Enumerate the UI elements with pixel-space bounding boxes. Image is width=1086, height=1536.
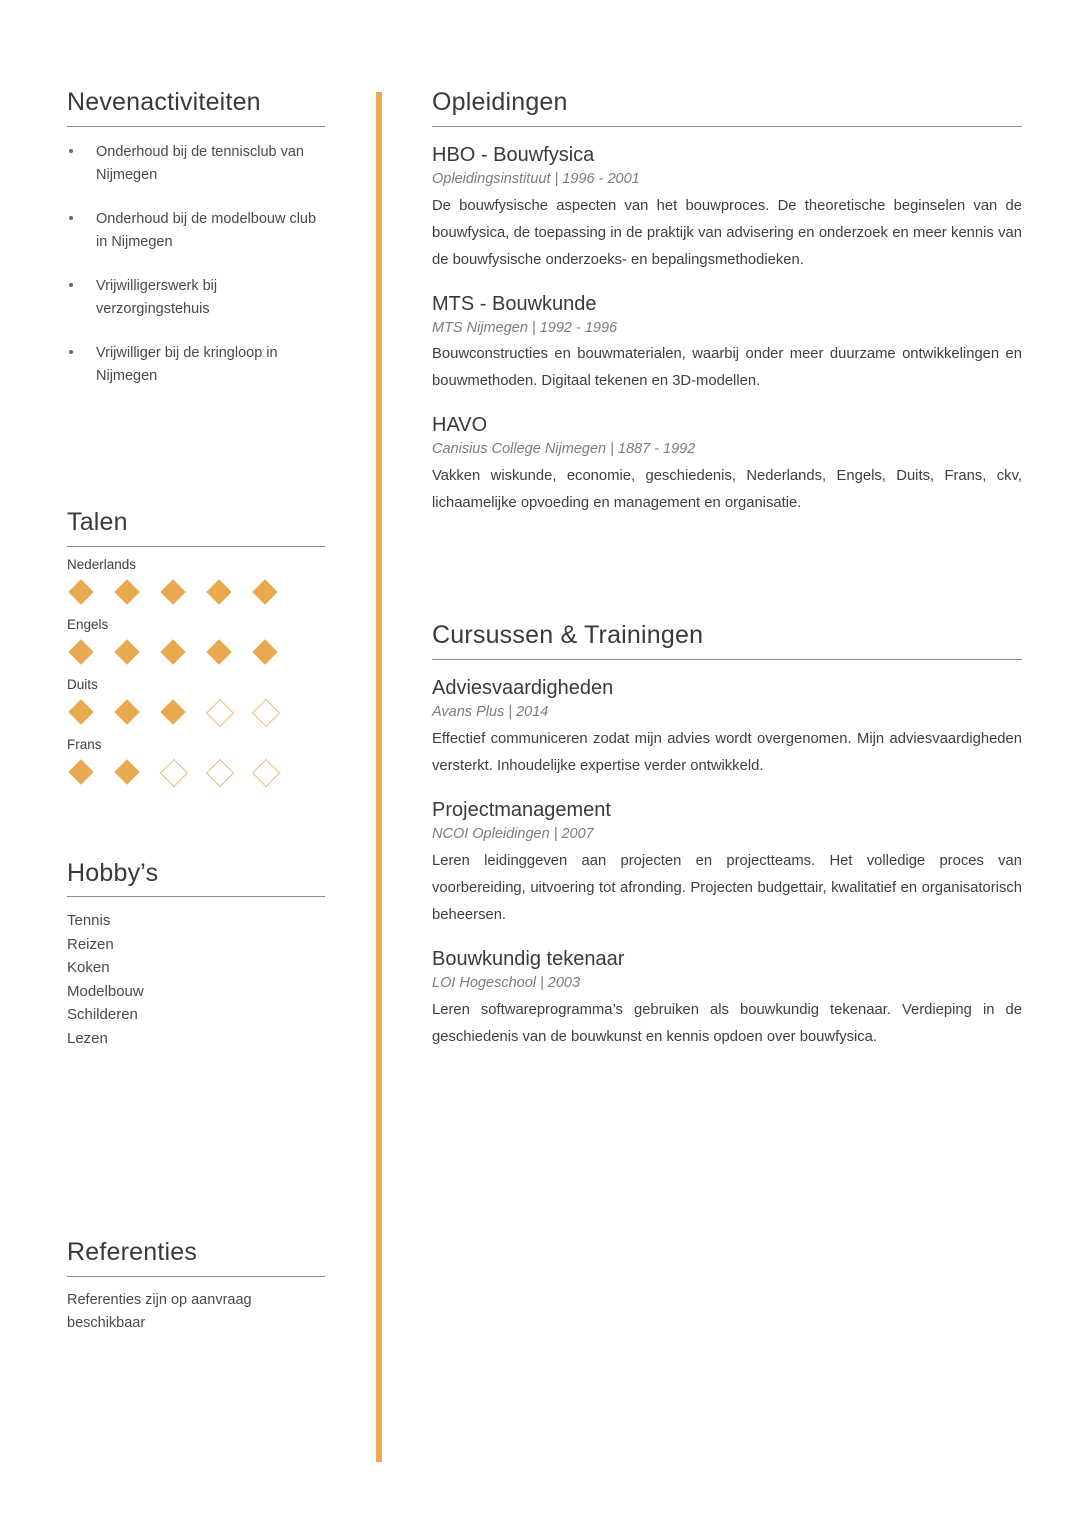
- section-title-languages: Talen: [67, 507, 128, 536]
- section-references: [67, 1238, 325, 1335]
- column-divider-bar: [376, 92, 382, 1462]
- entry-title: HAVO: [432, 414, 488, 437]
- left-column: [67, 88, 325, 1335]
- diamond-filled-icon: [114, 759, 140, 785]
- education-entries: [432, 143, 1022, 518]
- entry: [432, 676, 1022, 780]
- list-item: Tennis: [67, 912, 111, 930]
- diamond-empty-icon: [160, 759, 186, 785]
- section-rule-references: [67, 1276, 325, 1277]
- list-item: [67, 208, 325, 254]
- bullet-icon: [69, 283, 73, 287]
- bullet-icon: [69, 149, 73, 153]
- section-rule-education: [432, 126, 1022, 127]
- entry-description: Vakken wiskunde, economie, geschiedenis, Nederlands, Engels, Duits, Frans, ckv, lichaamelijke opvoeding en management en organisatie.: [432, 468, 1022, 512]
- courses-entries: [432, 676, 1022, 1051]
- activities-list: [67, 141, 325, 388]
- activity-text: Onderhoud bij de tennisclub van Nijmegen: [96, 143, 304, 183]
- section-activities: [67, 88, 325, 388]
- diamond-filled-icon: [206, 639, 232, 665]
- entry: [432, 798, 1022, 929]
- language-row: [67, 675, 325, 725]
- entry: [432, 947, 1022, 1051]
- section-title-references: Referenties: [67, 1238, 198, 1267]
- entry-title: HBO - Bouwfysica: [432, 143, 595, 166]
- entry-meta: LOI Hogeschool | 2003: [432, 974, 581, 991]
- list-item: Koken: [67, 959, 110, 977]
- entry-meta: NCOI Opleidingen | 2007: [432, 825, 594, 842]
- section-rule-activities: [67, 126, 325, 127]
- section-courses: [432, 621, 1022, 1050]
- entry: [432, 413, 1022, 517]
- language-name: Duits: [67, 676, 98, 692]
- entry-description: Leren softwareprogramma’s gebruiken als bouwkundig tekenaar. Verdieping in de geschiedenis van de bouwkunst en kennis opdoen over bouwfysica.: [432, 1001, 1022, 1045]
- section-title-hobbies: Hobby’s: [67, 858, 159, 887]
- bullet-icon: [69, 350, 73, 354]
- section-education: [432, 88, 1022, 517]
- language-row: [67, 735, 325, 785]
- language-name: Nederlands: [67, 556, 137, 572]
- entry-description: Effectief communiceren zodat mijn advies wordt overgenomen. Mijn adviesvaardigheden versterkt. Inhoudelijke expertise verder ontwikkeld.: [432, 730, 1022, 774]
- list-item: Reizen: [67, 935, 114, 953]
- diamond-filled-icon: [114, 699, 140, 725]
- section-title-activities: Nevenactiviteiten: [67, 88, 261, 116]
- bullet-icon: [69, 216, 73, 220]
- references-text: Referenties zijn op aanvraag beschikbaar: [67, 1292, 252, 1331]
- diamond-filled-icon: [68, 699, 94, 725]
- diamond-filled-icon: [68, 639, 94, 665]
- language-rating: [67, 699, 325, 725]
- list-item: [67, 342, 325, 388]
- diamond-filled-icon: [252, 579, 278, 605]
- diamond-empty-icon: [252, 699, 278, 725]
- activity-text: Onderhoud bij de modelbouw club in Nijmegen: [96, 210, 317, 250]
- diamond-empty-icon: [206, 759, 232, 785]
- entry-meta: Canisius College Nijmegen | 1887 - 1992: [432, 441, 696, 458]
- diamond-filled-icon: [160, 699, 186, 725]
- languages-list: [67, 555, 325, 785]
- section-rule-courses: [432, 659, 1022, 660]
- diamond-empty-icon: [252, 759, 278, 785]
- section-spacer: [432, 517, 1022, 621]
- language-name: Engels: [67, 616, 109, 632]
- language-rating: [67, 759, 325, 785]
- entry-title: Projectmanagement: [432, 798, 611, 821]
- activity-text: Vrijwilligerswerk bij verzorgingstehuis: [96, 277, 218, 317]
- entry-meta: Opleidingsinstituut | 1996 - 2001: [432, 170, 640, 187]
- diamond-filled-icon: [252, 639, 278, 665]
- diamond-empty-icon: [206, 699, 232, 725]
- language-rating: [67, 579, 325, 605]
- entry-description: Bouwconstructies en bouwmaterialen, waarbij onder meer duurzame ontwikkelingen en bouwmethoden. Digitaal tekenen en 3D-modellen.: [432, 346, 1022, 390]
- diamond-filled-icon: [206, 579, 232, 605]
- list-item: Modelbouw: [67, 982, 144, 1000]
- entry-title: MTS - Bouwkunde: [432, 292, 597, 315]
- language-row: [67, 615, 325, 665]
- section-title-education: Opleidingen: [432, 88, 568, 116]
- section-rule-hobbies: [67, 896, 325, 897]
- entry-description: Leren leidinggeven aan projecten en projectteams. Het volledige proces van voorbereiding, uitvoering tot afronding. Projecten budgettair, kwalitatief en organisatorisch beheersen.: [432, 852, 1022, 923]
- section-hobbies: [67, 859, 325, 1051]
- entry-meta: MTS Nijmegen | 1992 - 1996: [432, 319, 618, 336]
- hobbies-list: [67, 909, 325, 1050]
- section-title-courses: Cursussen & Trainingen: [432, 621, 704, 650]
- entry-description: De bouwfysische aspecten van het bouwproces. De theoretische beginselen van de bouwfysica, de toepassing in de praktijk van advisering en onderzoek en meer kennis van de bouwfysische onderzoeks- en bepalingsmethodieken.: [432, 197, 1022, 268]
- entry: [432, 292, 1022, 396]
- right-column: [432, 88, 1022, 1051]
- language-name: Frans: [67, 736, 102, 752]
- entry: [432, 143, 1022, 274]
- activity-text: Vrijwilliger bij de kringloop in Nijmegen: [96, 344, 278, 384]
- diamond-filled-icon: [160, 579, 186, 605]
- diamond-filled-icon: [160, 639, 186, 665]
- list-item: Schilderen: [67, 1006, 138, 1024]
- entry-meta: Avans Plus | 2014: [432, 704, 549, 721]
- diamond-filled-icon: [114, 639, 140, 665]
- list-item: [67, 141, 325, 187]
- entry-title: Bouwkundig tekenaar: [432, 947, 625, 970]
- language-rating: [67, 639, 325, 665]
- diamond-filled-icon: [68, 579, 94, 605]
- entry-title: Adviesvaardigheden: [432, 677, 614, 700]
- section-languages: [67, 508, 325, 785]
- list-item: [67, 275, 325, 321]
- list-item: Lezen: [67, 1029, 108, 1047]
- diamond-filled-icon: [68, 759, 94, 785]
- diamond-filled-icon: [114, 579, 140, 605]
- language-row: [67, 555, 325, 605]
- section-rule-languages: [67, 546, 325, 547]
